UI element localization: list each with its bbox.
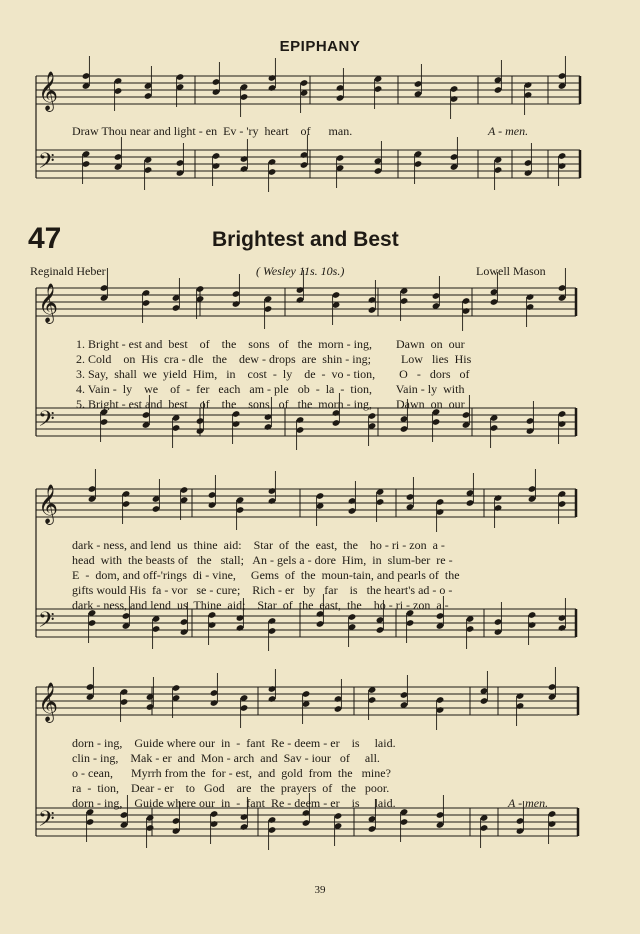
tune-name: ( Wesley 11s. 10s.) — [256, 264, 345, 278]
verse-line: gifts would His fa - vor se - cure; Rich - er by far is the heart's ad - o - — [72, 583, 453, 597]
composer-credit: Lowell Mason — [476, 264, 546, 278]
top-amen: A - men. — [488, 124, 529, 138]
notes — [82, 56, 567, 850]
bass-clef: 𝄢 — [38, 149, 55, 179]
treble-clef: 𝄞 — [38, 682, 59, 722]
verse-line: clin - ing, Mak - er and Mon - arch and Sav - iour of all. — [72, 751, 380, 765]
clefs — [38, 71, 58, 837]
treble-clef: 𝄞 — [38, 283, 59, 323]
author-credit: Reginald Heber — [30, 264, 106, 278]
page-number: 39 — [314, 884, 326, 896]
treble-clef: 𝄞 — [38, 484, 59, 524]
hymn-number: 47 — [28, 222, 62, 255]
verse-line: 3. Say, shall we yield Him, in cost - ly de - vo - tion, O - dors of — [76, 367, 470, 381]
hymn-title: Brightest and Best — [212, 228, 399, 251]
verse-line: 1. Bright - est and best of the sons of the morn - ing, Dawn on our — [76, 337, 465, 351]
barlines — [36, 76, 580, 836]
verse-line: dark - ness, and lend us thine aid: Star of the east, the ho - ri - zon a - — [72, 538, 445, 552]
verse-line: 5. Bright - est and best of the sons of the morn - ing, Dawn on our — [76, 397, 465, 411]
verse-line: ra - tion, Dear - er to God are the prayers of the poor. — [72, 781, 390, 795]
staff-lines — [36, 76, 580, 836]
section-title: EPIPHANY — [279, 38, 361, 55]
bass-clef: 𝄢 — [38, 807, 55, 837]
verse-line: dorn - ing, Guide where our in - fant Re - deem - er is laid. — [72, 736, 396, 750]
final-amen: A - men. — [508, 796, 549, 810]
bass-clef: 𝄢 — [38, 407, 55, 437]
verse-line: dark - ness, and lend us Thine aid; Star of the east, the ho - ri - zon a - — [72, 598, 449, 612]
bass-clef: 𝄢 — [38, 608, 55, 638]
top-lyrics: Draw Thou near and light - en Ev - 'ry heart of man. — [72, 124, 353, 138]
verse-line: 2. Cold on His cra - dle the dew - drops are shin - ing; Low lies His — [76, 352, 472, 366]
verse-line: 4. Vain - ly we of - fer each am - ple ob - la - tion, Vain - ly with — [76, 382, 465, 396]
verse-line: E - dom, and off-'rings di - vine, Gems of the moun-tain, and pearls of the — [72, 568, 460, 582]
verse-line: dorn - ing, Guide where our in - fant Re - deem - er is laid. — [72, 796, 396, 810]
verse-line: head with the beasts of the stall; An - gels a - dore Him, in slum-ber re - — [72, 553, 453, 567]
verse-line: o - cean, Myrrh from the for - est, and gold from the mine? — [72, 766, 391, 780]
treble-clef: 𝄞 — [38, 71, 59, 111]
